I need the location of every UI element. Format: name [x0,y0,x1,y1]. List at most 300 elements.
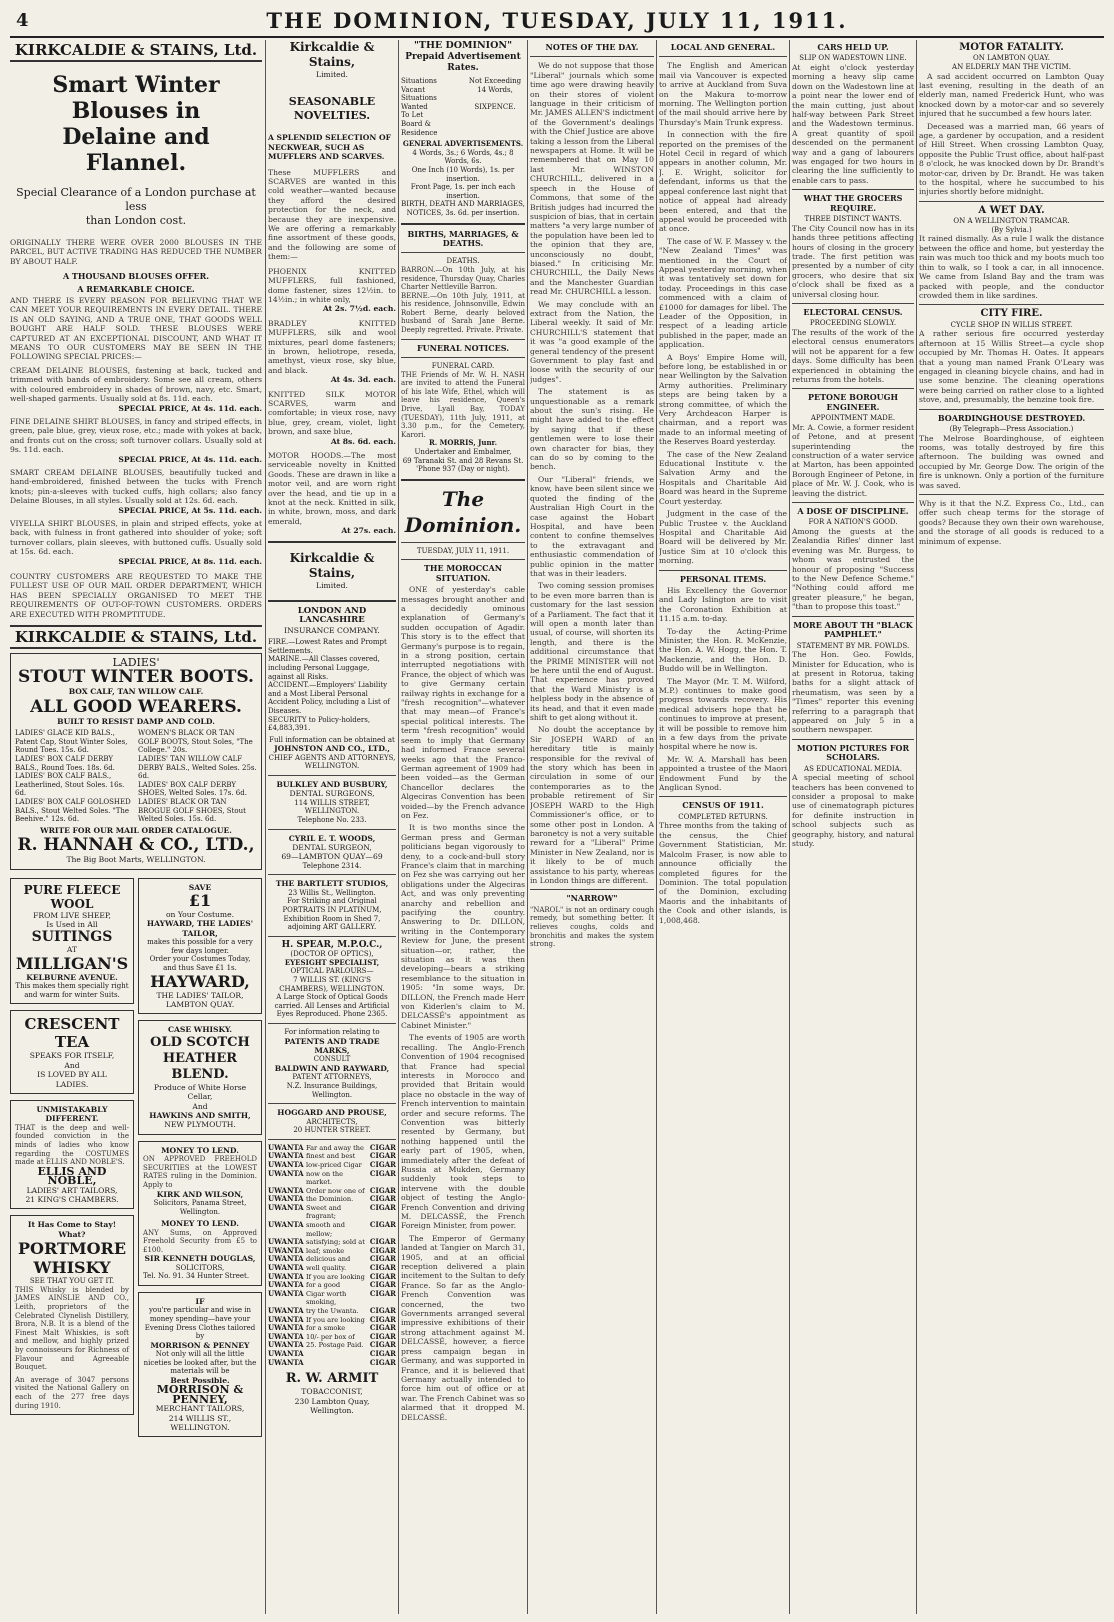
blouse-item-text: CREAM DELAINE BLOUSES, fastening at back, tucked and trimmed with bands of embroidery. Some see all cream, others with coloured embroidery in shades of brown, navy, etc. Smart, well-shaped garments. Usually sold at 8s. 11d. each. [10,365,262,404]
tailor-body: you're particular and wise in money spending—have your Evening Dress Clothes tailored by [144,1306,256,1341]
woods-line: 69—LAMBTON QUAY—69 [281,852,383,862]
woods-tel: Telephone 2314. [302,861,362,870]
cigar-copy: 25. Postage Paid. [306,1341,364,1350]
cigar-suffix: CIGAR [369,1340,396,1350]
cigar-copy: Cigar worth smoking, [306,1289,347,1307]
armit-tobacconist [268,1371,396,1415]
funeral-card: FUNERAL CARD. [431,362,495,371]
patents-line: N.Z. Insurance Buildings, Wellington. [286,1081,378,1099]
hayward-line: on Your Costume. [165,910,235,919]
crescent-tea-ad [10,1010,134,1094]
neckwear-item-text: BRADLEY KNITTED MUFFLERS, silk and wool mixtures, pearl dome fasteners; in brown, heliotrope, reseda, amethyst, vieux rose, sky blue, and black. [268,318,396,375]
money-title: MONEY TO LEND. [161,1145,239,1155]
discipline-text: Among the guests at the Zealandia Rifles' dinner last evening was Mr. Burgess, to whom was entrusted the honour of proposing "Success to the New Defence Scheme." "Nothing could afford me greater pleasure," he began, "than to propose this toast." [792,527,914,612]
cigar-copy: finest and best [306,1152,356,1161]
bartlett-line: 23 Willis St., Wellington. [288,888,376,897]
cigar-suffix: CIGAR [369,1245,396,1255]
bmd-heading: BIRTHS, MARRIAGES, & DEATHS. [407,228,519,248]
spear-optics-ad [268,941,396,1019]
wool-sub1: FROM LIVE SHEEP, [33,910,111,920]
ellis-sub: LADIES' ART TAILORS, [26,1185,118,1195]
armit-sub: TOBACCONIST, [301,1387,363,1397]
cigar-ad-row [268,1221,396,1238]
architects-ad [268,1108,396,1135]
cigar-suffix: CIGAR [369,1168,396,1178]
money-firm-2: SIR KENNETH DOUGLAS, [144,1254,256,1264]
portmore-whisky: WHISKY [33,1258,111,1278]
whisky-firm: HAWKINS AND SMITH, [149,1111,251,1121]
cigar-brand: UWANTA [268,1245,304,1255]
boots-firm: R. HANNAH & CO., LTD., [17,835,255,856]
local-paragraph: A Boys' Empire Home will, before long, be established in or near Wellington by the Salvation Army authorities. Preliminary steps are being taken by a strong committee, of which the Very Archdeacon Harper is chairman, and a report was made to an informal meeting of the Reserves Board yesterday. [659,352,787,447]
cigar-brand: UWANTA [268,1151,304,1161]
boots-list-right: WOMEN'S BLACK OR TAN GOLF BOOTS, Stout Soles, "The College." 20s. LADIES' TAN WILLOW CALF DERBY BALS., Welted Soles. 25s. 6d. LADIES' BOX CALF DERBY SHOES, Welted Soles. 17s. 6d. LADIES' BLACK OR TAN BROGUE GOLF SHOES, Stout Welted Soles. 15s. 6d. [138,729,257,824]
boots-built: BUILT TO RESIST DAMP AND COLD. [57,716,215,726]
boarding-text: The Melrose Boardinghouse, of eighteen rooms, was totally destroyed by fire this afternoon. The building was owned and occupied by Mr. George Dow. The origin of the fire is unknown. Only a portion of the furniture was saved. [919,433,1104,490]
tea-line: LADIES. [55,1079,89,1089]
cigar-brand: UWANTA [268,1288,304,1298]
grocers-sub: THREE DISTINCT WANTS. [804,215,902,224]
cigar-copy: Far and away the [306,1143,364,1152]
ellis-address: 21 KING'S CHAMBERS. [25,1195,119,1205]
cigar-brand: UWANTA [268,1348,304,1358]
kirkcaldie-limited: Limited. [316,70,348,79]
portmore-see: SEE THAT YOU GET IT. [29,1277,115,1286]
spear-line: A Large Stock of Optical Goods carried. All Lenses and Artificial Eyes Reproduced. Phone 2365. [274,993,390,1019]
boots-ladies: LADIES' [112,656,160,670]
hayward-line: makes this possible for a very few days longer. [147,938,253,955]
dental-line: 114 WILLIS STREET, WELLINGTON. [294,798,370,816]
money-tel: Tel. No. 91. 34 Hunter Street. [143,1272,250,1281]
milligan-address: KELBURNE AVENUE. [26,972,118,982]
petone-sub: APPOINTMENT MADE. [810,414,896,423]
tailor-line: Best Possible. [170,1375,230,1385]
petone-text: Mr. A. Cowie, a former resident of Petone, and at present superintending the construction of a water service at Marton, has been appointed Borough Engineer of Petone, in place of Mr. W. J. Cook, who is leaving the district. [792,422,914,498]
spear-line: OPTICAL PARLOURS— [290,967,374,976]
cigar-brand: UWANTA [268,1340,304,1350]
neckwear-item [268,390,396,446]
patents-line: CONSULT [313,1055,351,1064]
census-text: Three months from the taking of the census, the Chief Government Statistician, Mr. Malcolm Fraser, is now able to announce officially the completed figures for the Dominion. The total population of the Dominion, excluding Maoris and the inhabitants of the Cook and other islands, is 1,008,468. [659,821,787,925]
cigar-copy: well quality. [306,1264,347,1273]
petone-heading: PETONE BOROUGH ENGINEER. [807,392,899,412]
hannah-boots-ad [10,653,262,870]
milligan-name: MILLIGAN'S [15,953,129,973]
bartlett-firm: THE BARTLETT STUDIOS, [275,879,389,889]
neckwear-item-text: KNITTED SILK MOTOR SCARVES, warm and comfortable; in vieux rose, navy blue, grey, cream, violet, light brown, and saxe blue, [268,389,396,437]
neckwear-item [268,267,396,314]
motion-sub: AS EDUCATIONAL MEDIA. [804,764,902,773]
blouses-offer: A THOUSAND BLOUSES OFFER. [62,271,210,282]
cigar-brand: UWANTA [268,1263,304,1273]
blouse-item-price: SPECIAL PRICE, At 4s. 11d. each. [118,454,262,464]
narol-text: "NAROL" is not an ordinary cough remedy, but something better. It relieves coughs, colds and bronchitis and makes the system strong. [530,905,654,949]
column-rule [789,40,790,1614]
cigar-suffix: CIGAR [369,1348,396,1358]
blouse-item-price: SPECIAL PRICE, At 5s. 11d. each. [118,505,262,515]
cigar-brand: UWANTA [268,1331,304,1341]
tailor-if: IF [195,1297,205,1306]
woods-line: DENTAL SURGEON, [292,843,372,852]
cigar-suffix: CIGAR [369,1185,396,1195]
column-7 [919,40,1104,1614]
portmore-body: THIS Whisky is blended by JAMES AINSLIE AND CO., Leith, proprietors of the Celebrated Clynelish Distillery, Brora, N.B. It is a blend of the Finest Malt Whiskies, is soft and mellow, and highly prized by connoisseurs for Richness of Flavour and Agreeable Bouquet. [15,1285,129,1372]
cigar-brand: UWANTA [268,1168,304,1178]
blouse-item [10,417,262,464]
personal-paragraph: To-day the Acting-Prime Minister, the Hon. R. McKenzie, the Hon. A. W. Hogg, the Hon. T. Mackenzie, and the Hon. D. Buddo will be in Wellington. [659,626,787,674]
ellis-noble-ad [10,1100,134,1209]
dental-tel: Telephone No. 233. [297,816,367,824]
tailor-line: Not only will all the little niceties be looked after, but the materials will be [143,1350,257,1376]
cigar-ad-row [268,1204,396,1221]
cigar-copy: for a smoke [306,1324,346,1333]
cigar-brand: UWANTA [268,1237,304,1247]
cigar-brand: UWANTA [268,1323,304,1333]
cigar-suffix: CIGAR [369,1142,396,1152]
cigar-brand: UWANTA [268,1142,304,1152]
insurance-firm: JOHNSTON AND CO., LTD., [274,744,390,754]
notes-heading: NOTES OF THE DAY. [545,42,639,52]
fatality-sub-2: AN ELDERLY MAN THE VICTIM. [952,63,1071,71]
morrison-penney-ad [138,1292,262,1437]
cigar-brand: UWANTA [268,1194,304,1204]
bulkley-dental-ad [268,780,396,825]
discipline-heading: A DOSE OF DISCIPLINE. [797,506,909,517]
blouse-item-text: SMART CREAM DELAINE BLOUSES, beautifully tucked and hand-embroidered, finished between the tucks with French knots; pin-a-sleeves with tucked cuffs, high collars; also fancy Delaine Blouses, in all styles. Usually sold at 12s. 6d. each. [10,467,262,506]
patents-line: For information relating to [284,1027,380,1036]
insurance-sub: INSURANCE COMPANY. [284,625,380,635]
money-line: Solicitors, Panama Street, Wellington. [153,1199,247,1216]
column-1 [10,40,262,1614]
cigar-suffix: CIGAR [369,1263,396,1273]
motion-text: A special meeting of school teachers has been convened to consider a proposal to make use of cinematograph pictures for definite instruction in school subjects such as geography, history, and natural study. [792,773,914,848]
pamphlet-sub: STATEMENT BY MR. FOWLDS. [796,641,910,650]
cars-sub: SLIP ON WADESTOWN LINE. [799,54,907,63]
hayward-line: HAYWARD, THE LADIES' TAILOR, [146,919,254,938]
blouse-item-price: SPECIAL PRICE, At 4s. 11d. each. [118,403,262,413]
portmore-whisky-ad [10,1215,134,1415]
boots-list-left: LADIES' GLACE KID BALS., Patent Cap, Stout Winter Soles, Round Toes. 15s. 6d. LADIES' BOX CALF DERBY BALS., Round Toes. 18s. 6d. LADIES' BOX CALF BALS., Leatherlined, Stout Soles. 16s. 6d. LADIES' BOX CALF GOLOSHED BALS., Stout Welted Soles. "The Beehive." 12s. 6d. [15,729,131,824]
armit-address: Wellington. [310,1405,354,1415]
kirkcaldie-firm-2: Kirkcaldie & Stains, [289,550,375,580]
cigar-copy: Order now one of [306,1186,365,1195]
kirkcaldie-limited-2: Limited. [316,580,348,590]
uwanta-cigar-ad [268,1144,396,1367]
wool-title: PURE FLEECE WOOL [23,882,121,911]
wool-at: AT [66,945,78,955]
wool-sub2: Is Used in All [46,920,98,929]
cigar-brand: UWANTA [268,1202,304,1212]
insurance-body: FIRE.—Lowest Rates and Prompt Settlements. MARINE.—All Classes covered, including Personal Luggage, against all Risks. ACCIDENT.—Employers' Liability and a Most Liberal Personal Accident Policy, including a List of Diseases. SECURITY to Policy-holders, £4,883,391. [268,638,390,733]
boots-address: The Big Boot Marts, WELLINGTON. [66,855,206,865]
notes-paragraph: No doubt the acceptance by Sir JOSEPH WARD of an hereditary title is mainly responsible for the revival of the story which has been in circulation in some of our contemporaries as to the probable retirement of Sir JOSEPH WARD to the High Commissioner's office, or to some other post in London. A baronetcy is not a very suitable reward for a "Liberal" Prime Minister in New Zealand, nor is it likely to be of much assistance to his party, whereas in London things are different. [530,725,654,885]
cigar-copy: If you are looking [306,1315,365,1324]
funeral-heading: FUNERAL NOTICES. [416,342,510,353]
prepaid-sub: Prepaid Advertisement Rates. [405,52,521,73]
blouse-item [10,468,262,515]
insurance-title: LONDON AND LANCASHIRE [297,606,367,626]
gallery-note: An average of 3047 persons visited the National Gallery on each of the 277 free days during 1910. [15,1375,129,1410]
tea-line: SPEAKS FOR ITSELF, [29,1051,115,1061]
whisky-line: Produce of White Horse Cellar, [153,1082,247,1102]
cigar-copy: 10/- per box of [306,1332,355,1341]
neckwear-item-price: At 4s. 3d. each. [330,375,396,385]
boots-title: STOUT WINTER BOOTS. [18,667,254,688]
editorial-paragraph: The Emperor of Germany landed at Tangier on March 31, 1905, and at an official reception delivered a plain incitement to the Sultan to defy France. So far as the Anglo-French Convention was concerned, the two Governments arranged several impressive exhibitions of their strong attachment against M. DELCASSÉ, however, a fierce press campaign began in Germany, and was supported in France, and it is believed that Germany actually intended to force him out of office or at war. The French Cabinet was so alarmed that it dropped M. DELCASSÉ. [401,1233,525,1422]
cigar-suffix: CIGAR [369,1202,396,1212]
wetday-byline: (By Sylvia.) [991,225,1032,234]
column-rule [265,40,266,1614]
cigar-ad-row [268,1170,396,1187]
cigar-copy: leaf; smoke [306,1246,345,1255]
wetday-heading: A WET DAY. [978,204,1045,216]
page-header [10,6,1104,38]
column-2 [268,40,396,1614]
census-heading: CENSUS OF 1911. [682,800,764,811]
cigar-copy: delicious and [306,1255,351,1264]
cigar-brand: UWANTA [268,1280,304,1290]
cigar-suffix: CIGAR [369,1323,396,1333]
insurance-info: Full information can be obtained at [269,735,395,744]
column-rule [527,40,528,1614]
milligan-wool-ad [10,878,134,1005]
funeral-text: THE Friends of Mr. W. H. NASH are invited to attend the Funeral of his late Wife, Ethel, which will leave his residence, Queen's Drive, Lyall Bay, TODAY (TUESDAY), 11th July, 1911, at 3.30 p.m., for the Cemetery, Karori. [401,370,525,439]
pamphlet-text: The Hon. Geo. Fowlds, Minister for Education, who is at present in Rotorua, taking baths for a slight attack of rheumatism, was seen by a "Times" reporter this evening referring to a paragraph that appeared on July 5 in a southern newspaper. [792,650,914,735]
ellis-body: THAT is the deep and well-founded conviction in the minds of ladies who know regarding the COSTUMES made at ELLIS AND NOBLE'S. [15,1123,129,1167]
portmore-question: It Has Come to Stay! What? [27,1220,117,1239]
cigar-suffix: CIGAR [369,1331,396,1341]
whisky-case: CASE WHISKY. [167,1025,233,1035]
editorial-paragraph: It is two months since the German press and German politicians began vigorously to deny, to a cock-and-bull story France's claim that in marching on Fez she was carrying out her obligations under the Algeciras Act, and was only preventing anarchy and rebellion and pacifying the country. Answering to Dr. DILLON, writing in the Contemporary Review for June, the present situation—or, rather, the situation as it was then developing—bears a striking resemblance to the situation in 1905: "In some ways, Dr. DILLON, the French made Herr von Kiderlen's claim to M. DELCASSÉ's appointment as Cabinet Minister." [401,823,525,1030]
blouse-item-price: SPECIAL PRICE, At 8s. 11d. each. [118,556,262,566]
masthead: THE DOMINION, TUESDAY, JULY 11, 1911. [266,8,848,33]
column-3 [401,40,525,1614]
cars-heading: CARS HELD UP. [817,42,889,52]
cigar-suffix: CIGAR [369,1151,396,1161]
architects-firm: HOGGARD AND PROUSE, [277,1108,387,1118]
prepaid-title: "THE DOMINION" [413,40,513,51]
hayward-line: LAMBTON QUAY. [165,1000,235,1009]
portmore-name: PORTMORE [17,1239,127,1259]
local-paragraph: In connection with the fire reported on the premises of the Hotel Cecil in regard of which appears in another column, Mr. J. E. Wright, solicitor for defendant, informs us that the appeal conference last night that notice of appeal had already been entered, and that the appeal would be proceeded with at once. [659,130,787,234]
woods-dental-ad [268,834,396,871]
cigar-suffix: CIGAR [369,1271,396,1281]
editorial-paragraph: ONE of yesterday's cable messages brought another and a decidedly ominous explanation of Germany's sudden occupation of Agadir. This story is to the effect that Germany's purpose is to regain, in a strong position, certain interrupted negotiations with France, the object of which was to give Germany certain railway rights in exchange for a "fresh recognition"—whatever that may mean—of France's special political interests. The term "fresh recognition" would seem to imply that Germany had informed France several weeks ago that the Franco-German agreement of 1909 had been voided—as the German Chancellor declares the Algeciras Convention has been voided—by the French advance on Fez. [401,585,525,820]
general-ads-rates: 4 Words, 3s.; 6 Words, 4s.; 8 Words, 6s. One Inch (10 Words), 1s. per insertion. Front Page, 1s. per inch each insertion. BIRTH, DEATH AND MARRIAGES, NOTICES, 3s. 6d. per insertion. [401,148,525,217]
column-4 [530,40,654,1614]
notes-paragraph: Our "Liberal" friends, we know, have been silent since we quoted the finding of the Australian High Court in the case against the Hobart Hospital, and have been content to confine themselves to the extravagant and enthusiastic commendation of public opinion in the matter that was in their leaders. [530,474,654,578]
deaths-heading: DEATHS. [446,257,480,266]
cigar-suffix: CIGAR [369,1237,396,1247]
bartlett-studios-ad [268,879,396,931]
cigar-brand: UWANTA [268,1220,304,1230]
woods-firm: CYRIL E. T. WOODS, [288,833,376,843]
cigar-suffix: CIGAR [369,1220,396,1230]
spear-name: H. SPEAR, M.P.O.C., [281,939,383,950]
cigar-brand: UWANTA [268,1185,304,1195]
money-line: ANY Sums, on Approved Freehold Security from £5 to £100. [143,1228,257,1254]
cigar-suffix: CIGAR [369,1280,396,1290]
neckwear-item-price: At 27s. each. [341,526,396,536]
dominion-nameplate: The Dominion. [404,486,522,537]
ellis-firm: ELLIS AND NOBLE, [37,1164,107,1188]
clearance-line-1: Special Clearance of a London purchase at less [16,186,256,213]
hayward-name: HAYWARD, [150,971,250,991]
prepaid-rate: Not Exceeding 14 Words, SIXPENCE. [468,77,522,111]
cigar-copy: now on the market. [306,1169,344,1187]
spear-line: EYESIGHT SPECIALIST, [284,957,380,967]
cigar-copy [306,1350,370,1359]
cigar-brand: UWANTA [268,1159,304,1169]
patents-ad [268,1028,396,1099]
wetday-sub: ON A WELLINGTON TRAMCAR. [953,217,1070,226]
cigar-suffix: CIGAR [369,1194,396,1204]
cigar-suffix: CIGAR [369,1306,396,1315]
cigar-copy: try the Uwanta. [306,1307,359,1315]
hayward-tailor-ad [138,878,262,1015]
cigar-brand: UWANTA [268,1254,304,1264]
pamphlet-heading: MORE ABOUT TH "BLACK PAMPHLET." [793,619,913,640]
editorial-title: THE MOROCCAN SITUATION. [423,563,503,583]
cigar-brand: UWANTA [268,1357,304,1367]
cigar-brand: UWANTA [268,1314,304,1324]
editorial-dateline: TUESDAY, JULY 11, 1911. [416,546,510,555]
clearance-line-2: than London cost. [85,214,187,227]
editorial-paragraph: The events of 1905 are worth recalling. The Anglo-French Convention of 1904 recognised that France had special interests in Morocco and provided that Britain would place no obstacle in the way of French intervention to maintain order and secure reforms. The Convention was bitterly resented by Germany, but nothing happened until the early part of 1905, when, immediately after the defeat of Russia at Mukden, Germany suddenly took steps to intervene with the double object of testing the Anglo-French Convention and driving M. DELCASSÉ, the French Foreign Minister, from power. [401,1033,525,1231]
funeral-address: 69 Taranaki St. and 28 Revans St. 'Phone 937 (Day or night). [402,456,524,474]
cigar-ad-row [268,1290,396,1307]
fatality-paragraph: A sad accident occurred on Lambton Quay last evening, resulting in the death of an elderly man, named Frederick Hunt, who was knocked down by a motor-car and so severely injured that he succumbed a few hours later. [919,71,1104,119]
page-number: 4 [16,10,29,31]
local-paragraph: Judgment in the case of the Public Trustee v. the Auckland Hospital and Charitable Aid Board will be delivered by Mr. Justice Sim at 10 o'clock this morning. [659,509,787,566]
mail-order-notice: COUNTRY CUSTOMERS ARE REQUESTED TO MAKE THE FULLEST USE OF OUR MAIL ORDER DEPARTMENT, WHICH HAS BEEN SPECIALLY ORGANISED TO MEET THE REQUIREMENTS OF OUT-OF-TOWN CUSTOMERS. ORDERS ARE EXECUTED WITH PROMPTITUDE. [10,572,262,619]
kirkcaldie-firm: Kirkcaldie & Stains, [289,40,375,69]
neckwear-body: These MUFFLERS and SCARVES are wanted in this cold weather—wanted because they afford the desired protection for the neck, and because they are inexpensive. We are offering a remarkably fine assortment of these goods, and the following are some of them:— [268,167,396,262]
insurance-agents: CHIEF AGENTS AND ATTORNEYS, WELLINGTON. [268,753,396,771]
tailor-address: 214 WILLIS ST., WELLINGTON. [168,1413,232,1432]
whisky-line: OLD SCOTCH [150,1034,250,1050]
neckwear-item-price: At 8s. 6d. each. [330,436,396,446]
local-paragraph: The case of W. F. Massey v. the "New Zealand Times" was mentioned in the Court of Appeal yesterday morning, when it was tentatively set down for today. Proceedings in this case commenced with a claim of £1000 for damages for libel. The Leader of the Opposition, in respect of a leading article published in the paper, made an application. [659,236,787,350]
personal-paragraph: The Mayor (Mr. T. M. Wilford, M.P.) continues to make good progress towards recovery. His medical advisers hope that he continues to improve at present, it will be possible to remove him in a few days from the private hospital where he now is. [659,676,787,752]
patents-line: PATENT ATTORNEYS, [292,1073,372,1082]
money-title-2: MONEY TO LEND. [161,1219,239,1229]
cigar-suffix: CIGAR [369,1254,396,1264]
heather-whisky-ad [138,1020,262,1134]
cigar-brand: UWANTA [268,1271,304,1281]
cigar-copy [306,1359,370,1368]
blouse-item-text: FINE DELAINE SHIRT BLOUSES, in fancy and striped effects, in green, pale blue, grey, vieux rose, etc.; made with yokes at back, and fronts cut on the cross; soft turnover collars. Usually sold at 9s. 11d. each. [10,416,262,455]
architects-line: ARCHITECTS, [306,1117,358,1126]
blouses-choice: A REMARKABLE CHOICE. [77,283,195,294]
architects-line: 20 HUNTER STREET. [293,1126,371,1135]
cigar-ad-row [268,1359,396,1368]
armit-address: 230 Lambton Quay, [294,1396,370,1406]
column-6 [792,40,914,1614]
patents-line: PATENTS AND TRADE MARKS, [284,1036,380,1055]
neckwear-item-text: PHOENIX KNITTED MUFFLERS, full fashioned, dome fastener, sizes 12½in. to 14½in.; in white only, [268,266,396,304]
wool-suitings: SUITINGS [31,929,113,946]
fire-heading: CITY FIRE. [980,308,1043,320]
deaths-text: BARRON.—On 10th July, at his residence, Thursday Quay, Charles Charter Nettleville Barron. BERNE.—On 10th July, 1911, at his residence, Johnsonville, Edwin Robert Berne, dearly beloved husband of Sarah Jane Berne. Deeply regretted. Private. Private. [401,265,525,335]
grocers-heading: WHAT THE GROCERS REQUIRE. [803,193,903,213]
boots-catalogue: WRITE FOR OUR MAIL ORDER CATALOGUE. [40,825,232,835]
insurance-ad [268,607,396,771]
money-firm: KIRK AND WILSON, [156,1189,244,1199]
personal-heading: PERSONAL ITEMS. [679,573,767,584]
money-line: ON APPROVED FREEHOLD SECURITIES at the LOWEST RATES ruling in the Dominion. Apply to [143,1155,257,1190]
patents-firm: BALDWIN AND RAYWARD, [274,1063,390,1073]
neckwear-intro: A SPLENDID SELECTION OF NECKWEAR, SUCH AS MUFFLERS AND SCARVES. [268,133,392,162]
bartlett-line: For Striking and Original PORTRAITS IN PLATINUM, [282,897,382,914]
hayward-line: Order your Costumes Today, and thus Save £1 1s. [149,955,251,972]
money-to-lend-ad [138,1141,262,1286]
cigar-suffix: CIGAR [369,1357,396,1367]
local-heading: LOCAL AND GENERAL. [670,42,776,52]
column-rule [656,40,657,1614]
general-ads-title: GENERAL ADVERTISEMENTS. [402,139,524,149]
cigar-copy: for a good [306,1281,341,1290]
hayward-amount: £1 [188,891,212,910]
cigar-copy: satisfying; sold at [306,1238,365,1247]
wetday-text: It rained dismally. As a rule I walk the distance between the office and home, but yesterday the rain was much too thick and my boots much too thin to walk, so I took a car, in all innocence. We came from Island Bay and the tram was packed with people, and the conductor crowded them in like sardines. [919,234,1104,300]
spear-line: 7 WILLIS ST. (KING'S CHAMBERS), WELLINGTON. [279,975,385,993]
grocers-text: The City Council now has in its hands three petitions affecting hours of closing in the grocery trade. The first petition was presented by a number of city grocers, who desire that six o'clock shall be fixed as a universal closing hour. [792,223,914,299]
cigar-brand: UWANTA [268,1306,304,1315]
tea-line: And [64,1060,80,1070]
fire-sub: CYCLE SHOP IN WILLIS STREET. [950,320,1073,329]
armit-firm: R. W. ARMIT [285,1371,379,1387]
kirkcaldie-firm-title: KIRKCALDIE & STAINS, Ltd. [10,40,262,62]
blouses-headline-2: Delaine and Flannel. [62,124,210,176]
tailor-firm: MORRISON & PENNEY [150,1340,250,1350]
notes-paragraph: We may conclude with an extract from the Nation, the Liberal weekly. It said of Mr. CHURCHILL'S statement that it was "a good example of the general tendency of the present Government to play fast and loose with the security of our judges". [530,299,654,384]
whisky-address: NEW PLYMOUTH. [164,1120,236,1130]
hayward-line: THE LADIES' TAILOR, [156,990,244,1000]
electoral-text: The results of the work of the electoral census enumerators will not be apparent for a few days. Some difficulty has been experienced in obtaining the returns from the hotels. [792,327,914,384]
cars-text: At eight o'clock yesterday morning a heavy slip came down on the Wadestown line at a point near the lower end of the main cutting, just about half-way between Park Street and the Wadestown terminus. A great quantity of spoil descended on the permanent way and a gang of labourers was engaged for two hours in clearing the line sufficiently to enable cars to pass. [792,63,914,185]
dental-line: DENTAL SURGEONS, [289,789,375,799]
tailor-firm-2: MORRISON & PENNEY, [156,1383,244,1406]
electoral-heading: ELECTORAL CENSUS. [803,306,903,317]
census-sub: COMPLETED RETURNS. [678,812,768,821]
spear-line: (DOCTOR OF OPTICS), [290,950,374,959]
discipline-sub: FOR A NATION'S GOOD. [808,518,898,527]
personal-paragraph: His Excellency the Governor and Lady Islington are to visit the Coronation Exhibition at 11.15 a.m. to-day. [659,585,787,624]
boarding-byline: (By Telegraph—Press Association.) [949,424,1074,433]
column-5 [659,40,787,1614]
funeral-firm: R. MORRIS, Junr. [428,438,498,448]
seasonable-heading: SEASONABLE [288,95,376,109]
neckwear-item-text: MOTOR HOODS.—The most serviceable novelty in Knitted Goods. These are drawn in like a motor veil, and are worn right over the head, and tie up in a knot at the neck. Knitted in silk, in white, brown, moss, and dark emerald, [268,451,396,526]
whisky-line: HEATHER BLEND. [162,1050,238,1082]
boots-sub: BOX CALF, TAN WILLOW CALF. [68,687,204,697]
neckwear-item [268,319,396,385]
tailor-line: MERCHANT TAILORS, [155,1404,245,1414]
tea-title: CRESCENT TEA [24,1015,120,1052]
notes-paragraph: The statement is as unquestionable as a remark about the sun's rising. He might have added to the effect by saying that if these gentlemen were to lose their own character for bias, they can do so by coming to the bench. [530,387,654,472]
narol-heading: "NARROW" [566,893,618,904]
kirkcaldie-firm-footer: KIRKCALDIE & STAINS, Ltd. [10,625,262,649]
cigar-copy: If you are looking [306,1272,365,1281]
bartlett-line: Exhibition Room in Shed 7, adjoining ART GALLERY. [283,914,381,932]
hayward-save: SAVE [188,882,212,892]
blouses-body: AND THERE IS EVERY REASON FOR BELIEVING THAT WE CAN MEET YOUR REQUIREMENTS IN EVERY DETAIL. THERE IS AN OLD SAYING, AND A TRUE ONE, THAT GOODS WELL BOUGHT ARE HALF SOLD. THESE BLOUSES WERE CAPTURED AT AN EXCEPTIONAL DISCOUNT, AND WHAT IT MEANS TO OUR CUSTOMERS MAY BE SEEN IN THE FOLLOWING SPECIAL PRICES:— [10,296,262,362]
boots-allgood: ALL GOOD WEARERS. [30,696,242,717]
blouse-item [10,519,262,566]
cigar-suffix: CIGAR [369,1159,396,1169]
motion-heading: MOTION PICTURES FOR SCHOLARS. [796,742,910,763]
